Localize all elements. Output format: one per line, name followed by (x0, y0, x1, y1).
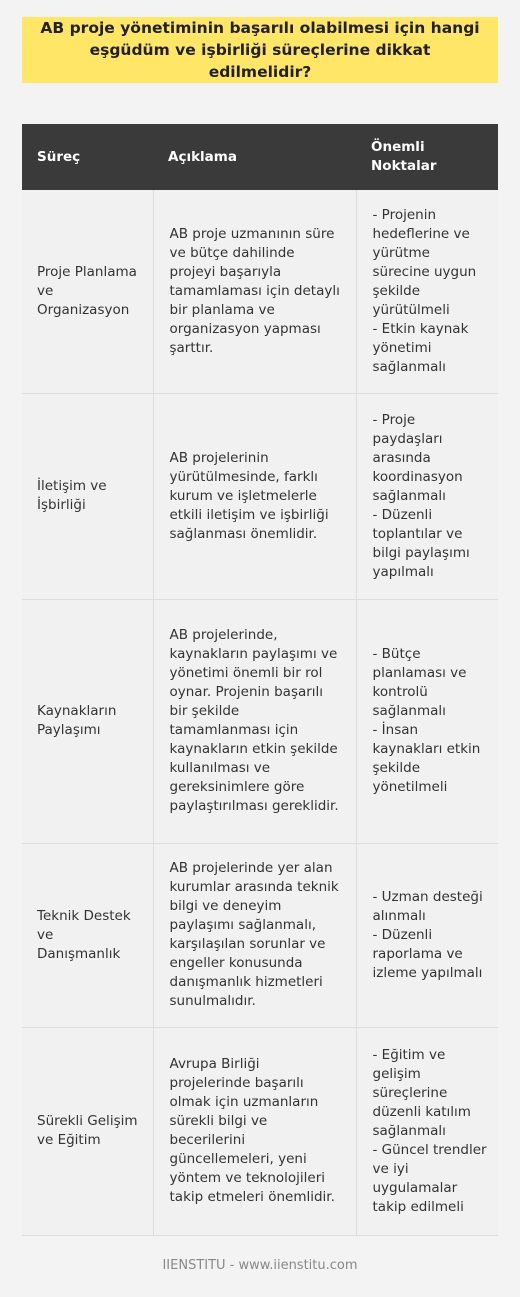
row-process: Sürekli Gelişim ve Eğitim (22, 1027, 153, 1235)
note-item: - İnsan kaynakları etkin şekilde yönetilmeli (372, 722, 481, 795)
note-item: - Bütçe planlaması ve kontrolü sağlanmalı (372, 646, 467, 719)
table-header-row (22, 124, 498, 190)
table-row (22, 843, 498, 1027)
table-row (22, 393, 498, 599)
row-description: AB projelerinin yürütülmesinde, farklı kurum ve işletmelerle etkili iletişim ve işbirliği sağlanması önemlidir. (153, 393, 356, 599)
row-description: Avrupa Birliği projelerinde başarılı olmak için uzmanların sürekli bilgi ve becerilerini güncellemeleri, yeni yöntem ve teknolojileri takip etmeleri önemlidir. (153, 1027, 356, 1235)
note-item: - Düzenli raporlama ve izleme yapılmalı (372, 926, 483, 981)
row-description: AB proje uzmanının süre ve bütçe dahilinde projeyi başarıyla tamamlaması için detaylı bir planlama ve organizasyon yapması şarttır. (153, 190, 356, 393)
row-process: İletişim ve İşbirliği (22, 393, 153, 599)
header-process: Süreç (22, 124, 153, 190)
note-item: - Uzman desteği alınmalı (372, 888, 483, 924)
row-notes (356, 599, 498, 843)
title-banner (22, 17, 498, 83)
process-table (22, 124, 498, 1236)
row-notes (356, 393, 498, 599)
note-item: - Düzenli toplantılar ve bilgi paylaşımı yapılmalı (372, 506, 470, 580)
row-notes (356, 843, 498, 1027)
table-row (22, 190, 498, 393)
header-notes: Önemli Noktalar (356, 124, 498, 190)
note-item: - Güncel trendler ve iyi uygulamalar takip edilmeli (372, 1141, 487, 1215)
note-item: - Eğitim ve gelişim süreçlerine düzenli katılım sağlanmalı (372, 1046, 471, 1139)
note-item: - Etkin kaynak yönetimi sağlanmalı (372, 320, 469, 375)
header-description: Açıklama (153, 124, 356, 190)
row-process: Teknik Destek ve Danışmanlık (22, 843, 153, 1027)
note-item: - Projenin hedeflerine ve yürütme sürecine uygun şekilde yürütülmeli (372, 206, 477, 318)
row-notes (356, 190, 498, 393)
row-notes (356, 1027, 498, 1235)
table-row (22, 599, 498, 843)
table-row (22, 1027, 498, 1235)
page-title: AB proje yönetiminin başarılı olabilmesi için hangi eşgüdüm ve işbirliği süreçlerine dikkat edilmelidir? (40, 19, 480, 81)
row-process: Proje Planlama ve Organizasyon (22, 190, 153, 393)
footer-credit: IIENSTITU - www.iienstitu.com (162, 1258, 358, 1273)
row-description: AB projelerinde, kaynakların paylaşımı ve yönetimi önemli bir rol oynar. Projenin başarılı bir şekilde tamamlanması için kaynakların etkin şekilde kullanılması ve gereksinimlere göre paylaştırılması gereklidir. (153, 599, 356, 843)
row-process: Kaynakların Paylaşımı (22, 599, 153, 843)
note-item: - Proje paydaşları arasında koordinasyon sağlanmalı (372, 411, 463, 504)
row-description: AB projelerinde yer alan kurumlar arasında teknik bilgi ve deneyim paylaşımı sağlanmalı, karşılaşılan sorunlar ve engeller konusunda danışmanlık hizmetleri sunulmalıdır. (153, 843, 356, 1027)
